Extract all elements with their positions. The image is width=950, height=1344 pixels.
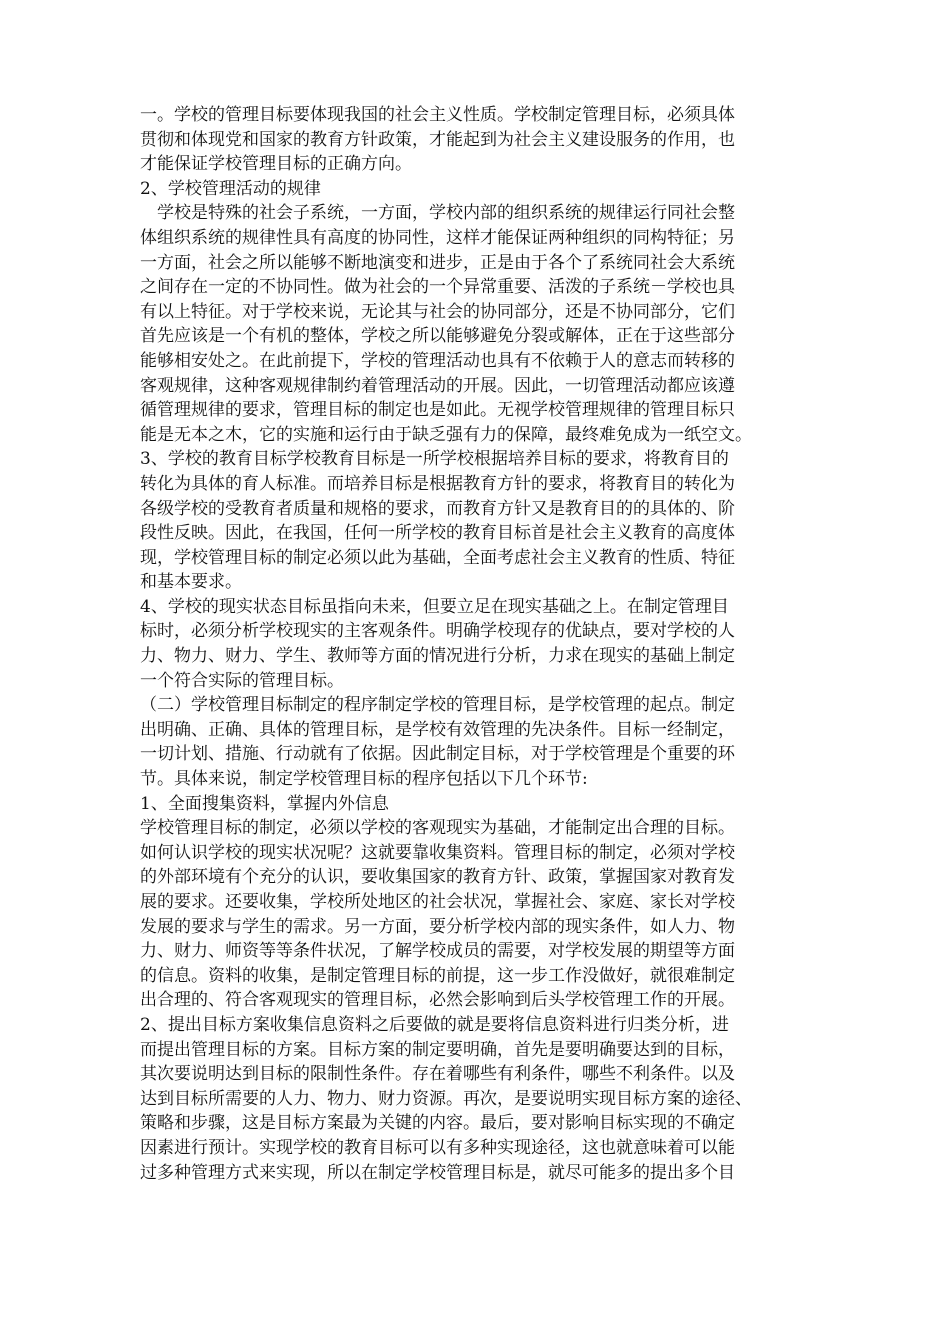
text-line: 贯彻和体现党和国家的教育方针政策，才能起到为社会主义建设服务的作用，也 <box>140 129 735 150</box>
text-line: 之间存在一定的不协同性。做为社会的一个异常重要、活泼的子系统－学校也具 <box>140 277 735 298</box>
text-line: 发展的要求与学生的需求。另一方面，要分析学校内部的现实条件，如人力、物 <box>140 916 735 937</box>
document-page <box>140 103 830 1185</box>
text-line: 能够相安处之。在此前提下，学校的管理活动也具有不依赖于人的意志而转移的 <box>140 350 735 371</box>
text-line: 才能保证学校管理目标的正确方向。 <box>140 154 412 175</box>
text-line: 能是无本之木，它的实施和运行由于缺乏强有力的保障，最终难免成为一纸空文。 <box>140 424 752 445</box>
text-line: 展的要求。还要收集，学校所处地区的社会状况，掌握社会、家庭、家长对学校 <box>140 892 735 912</box>
text-line: 有以上特征。对于学校来说，无论其与社会的协同部分，还是不协同部分，它们 <box>140 301 735 322</box>
text-line: 循管理规律的要求，管理目标的制定也是如此。无视学校管理规律的管理目标只 <box>140 400 735 421</box>
text-line: 现，学校管理目标的制定必须以此为基础，全面考虑社会主义教育的性质、特征 <box>140 547 735 568</box>
text-line: 首先应该是一个有机的整体，学校之所以能够避免分裂或解体，正在于这些部分 <box>140 326 735 347</box>
text-line: 各级学校的受教育者质量和规格的要求，而教育方针又是教育目的的具体的、阶 <box>140 498 735 519</box>
text-line: 的信息。资料的收集，是制定管理目标的前提，这一步工作没做好，就很难制定 <box>140 965 735 986</box>
text-line: 其次要说明达到目标的限制性条件。存在着哪些有利条件，哪些不利条件。以及 <box>140 1064 735 1085</box>
text-line: 2、提出目标方案收集信息资料之后要做的就是要将信息资料进行归类分析，进 <box>140 1014 729 1035</box>
text-line: 一方面，社会之所以能够不断地演变和进步，正是由于各个了系统同社会大系统 <box>140 252 735 273</box>
text-line: 体组织系统的规律性具有高度的协同性，这样才能保证两种组织的同构特征；另 <box>140 227 735 248</box>
text-line: 如何认识学校的现实状况呢？这就要靠收集资料。管理目标的制定，必须对学校 <box>140 842 735 863</box>
text-line: 力、财力、师资等等条件状况，了解学校成员的需要，对学校发展的期望等方面 <box>140 941 735 962</box>
text-line: 一。学校的管理目标要体现我国的社会主义性质。学校制定管理目标，必须具体 <box>140 105 735 125</box>
text-line: 因素进行预计。实现学校的教育目标可以有多种实现途径，这也就意味着可以能 <box>140 1137 735 1158</box>
text-line: 4、学校的现实状态目标虽指向未来，但要立足在现实基础之上。在制定管理目 <box>140 596 729 617</box>
section-heading: 2、学校管理活动的规律 <box>140 178 321 199</box>
text-line: 一切计划、措施、行动就有了依据。因此制定目标，对于学校管理是个重要的环 <box>140 744 735 765</box>
text-line: 标时，必须分析学校现实的主客观条件。明确学校现存的优缺点，要对学校的人 <box>140 621 735 642</box>
text-line: 策略和步骤，这是目标方案最为关键的内容。最后，要对影响目标实现的不确定 <box>140 1113 735 1134</box>
text-line: 段性反映。因此，在我国，任何一所学校的教育目标首是社会主义教育的高度体 <box>140 523 735 544</box>
text-line: 转化为具体的育人标准。而培养目标是根据教育方针的要求，将教育目的转化为 <box>140 473 735 494</box>
text-line: 节。具体来说，制定学校管理目标的程序包括以下几个环节: <box>140 769 588 790</box>
text-line: 一个符合实际的管理目标。 <box>140 670 344 691</box>
text-line: （二）学校管理目标制定的程序制定学校的管理目标，是学校管理的起点。制定 <box>140 695 735 716</box>
text-line: 3、学校的教育目标学校教育目标是一所学校根据培养目标的要求，将教育目的 <box>140 449 729 470</box>
section-heading: 1、全面搜集资料，掌握内外信息 <box>140 793 389 814</box>
text-line: 而提出管理目标的方案。目标方案的制定要明确，首先是要明确要达到的目标， <box>140 1039 735 1060</box>
text-line: 学校是特殊的社会子系统，一方面，学校内部的组织系统的规律运行同社会整 <box>140 203 735 224</box>
text-line: 出明确、正确、具体的管理目标，是学校有效管理的先决条件。目标一经制定， <box>140 719 735 740</box>
text-line: 学校管理目标的制定，必须以学校的客观现实为基础，才能制定出合理的目标。 <box>140 818 735 839</box>
text-line: 过多种管理方式来实现，所以在制定学校管理目标是，就尽可能多的提出多个目 <box>140 1162 735 1183</box>
text-line: 力、物力、财力、学生、教师等方面的情况进行分析，力求在现实的基础上制定 <box>140 646 735 667</box>
text-line: 的外部环境有个充分的认识，要收集国家的教育方针、政策，掌握国家对教育发 <box>140 867 735 888</box>
text-line: 达到目标所需要的人力、物力、财力资源。再次，是要说明实现目标方案的途径、 <box>140 1088 752 1109</box>
text-line: 出合理的、符合客观现实的管理目标，必然会影响到后头学校管理工作的开展。 <box>140 990 735 1011</box>
text-line: 客观规律，这种客观规律制约着管理活动的开展。因此，一切管理活动都应该遵 <box>140 375 735 396</box>
text-line: 和基本要求。 <box>140 572 242 593</box>
